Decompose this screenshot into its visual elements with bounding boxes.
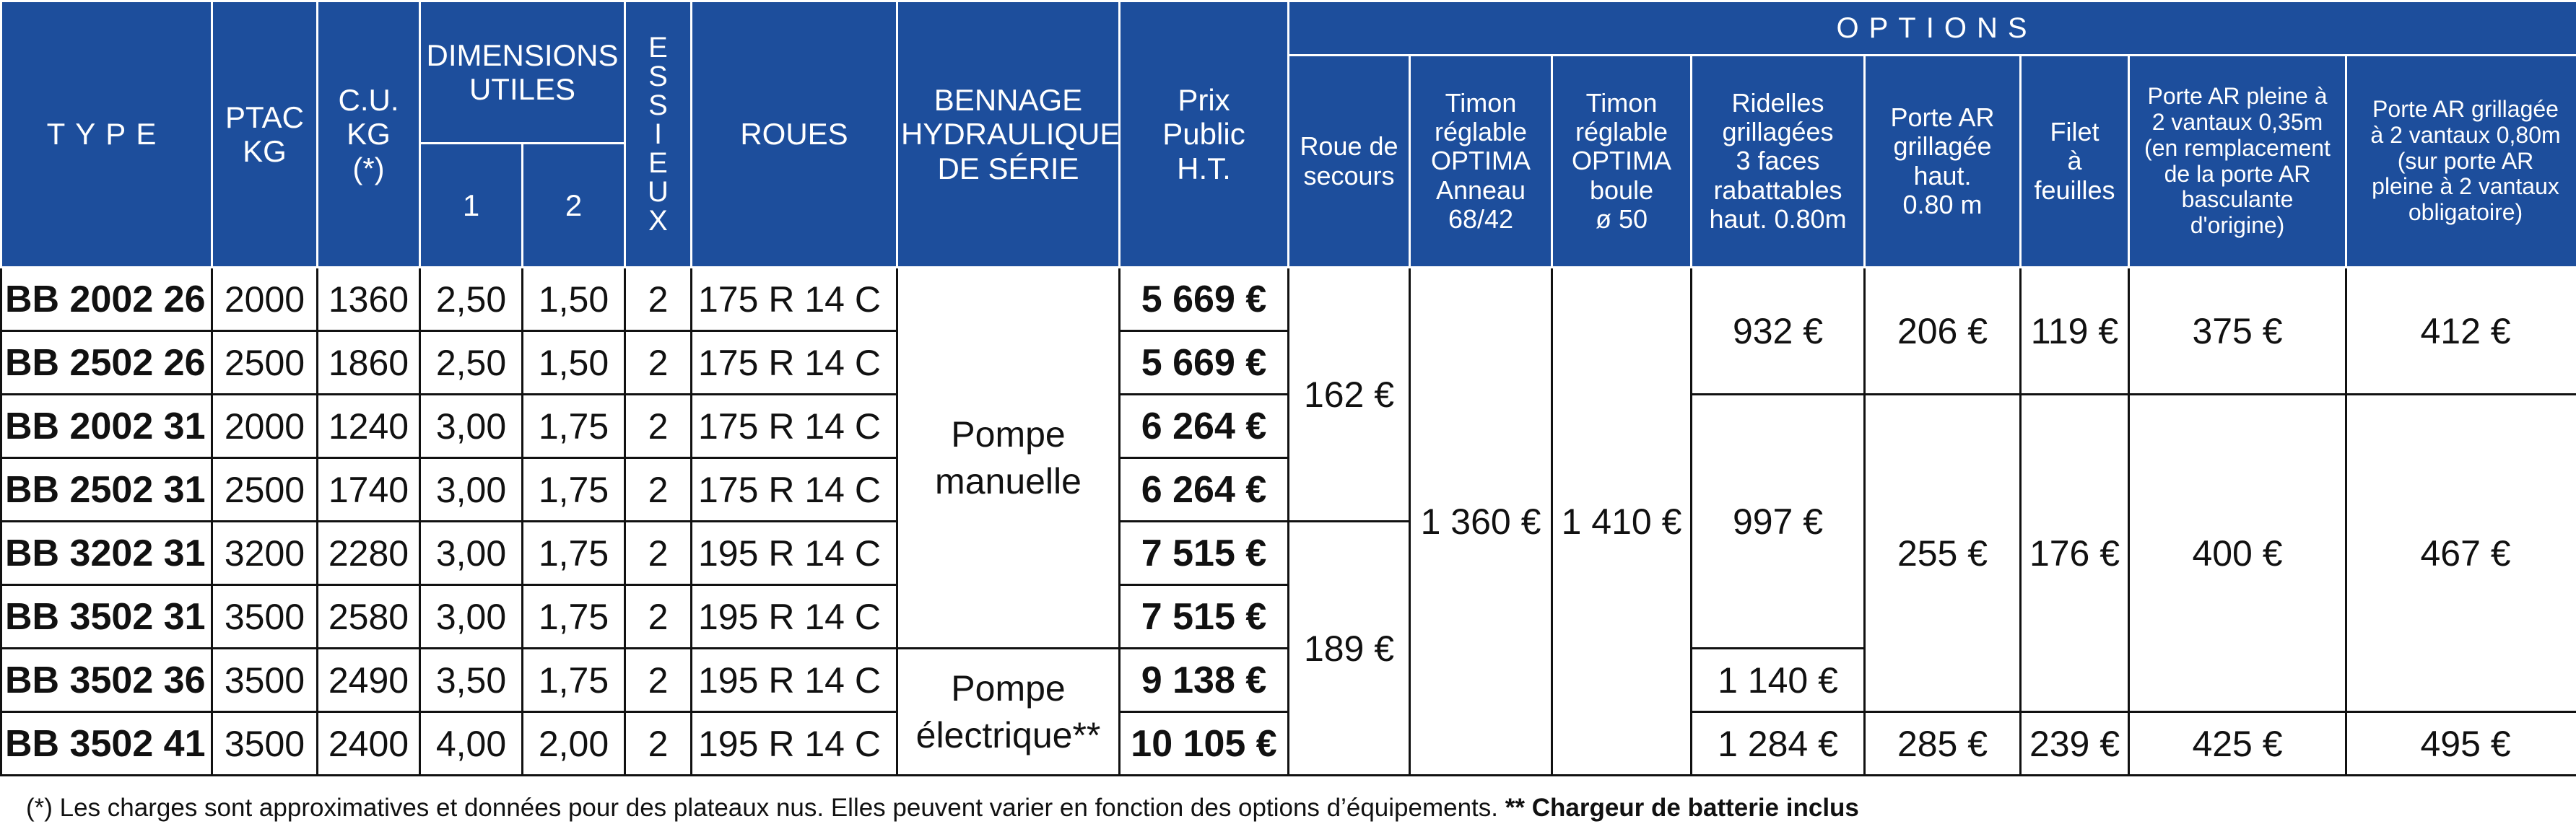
cell-type: BB 3202 31 <box>1 522 212 585</box>
cell-roue-secours: 162 € <box>1289 268 1410 522</box>
header-options: OPTIONS <box>1289 1 2576 56</box>
cell-dim-1: 2,50 <box>420 331 523 395</box>
cell-prix: 5 669 € <box>1120 331 1289 395</box>
cell-essieux: 2 <box>625 331 692 395</box>
header-roues: ROUES <box>692 1 897 268</box>
cell-cu: 1240 <box>318 395 420 458</box>
cell-prix: 7 515 € <box>1120 522 1289 585</box>
cell-dim-2: 1,50 <box>523 331 625 395</box>
cell-roues: 175 R 14 C <box>692 395 897 458</box>
cell-cu: 2490 <box>318 649 420 712</box>
cell-porte-grillagee-2v: 412 € <box>2346 268 2576 395</box>
cell-roues: 195 R 14 C <box>692 585 897 649</box>
cell-ridelles: 1 284 € <box>1692 712 1865 776</box>
cell-ptac: 3500 <box>212 712 318 776</box>
cell-type: BB 2502 31 <box>1 458 212 522</box>
cell-type: BB 3502 36 <box>1 649 212 712</box>
cell-dim-2: 1,75 <box>523 458 625 522</box>
cell-type: BB 3502 41 <box>1 712 212 776</box>
cell-dim-2: 1,75 <box>523 395 625 458</box>
cell-essieux: 2 <box>625 395 692 458</box>
cell-dim-1: 3,00 <box>420 395 523 458</box>
cell-porte-grillagee-2v: 495 € <box>2346 712 2576 776</box>
cell-prix: 9 138 € <box>1120 649 1289 712</box>
header-filet: Filet à feuilles <box>2021 56 2129 268</box>
cell-type: BB 3502 31 <box>1 585 212 649</box>
cell-roue-secours: 189 € <box>1289 522 1410 776</box>
cell-cu: 1360 <box>318 268 420 331</box>
header-timon-boule: Timon réglable OPTIMA boule ø 50 <box>1552 56 1692 268</box>
cell-pompe-manuelle: Pompe manuelle <box>897 268 1120 649</box>
cell-timon-boule: 1 410 € <box>1552 268 1692 776</box>
cell-ridelles: 932 € <box>1692 268 1865 395</box>
cell-dim-1: 3,00 <box>420 522 523 585</box>
cell-ptac: 2500 <box>212 331 318 395</box>
cell-dim-1: 3,00 <box>420 585 523 649</box>
cell-prix: 10 105 € <box>1120 712 1289 776</box>
cell-ptac: 3500 <box>212 585 318 649</box>
cell-type: BB 2502 26 <box>1 331 212 395</box>
cell-prix: 7 515 € <box>1120 585 1289 649</box>
header-ptac: PTAC KG <box>212 1 318 268</box>
cell-filet: 176 € <box>2021 395 2129 712</box>
cell-filet: 119 € <box>2021 268 2129 395</box>
cell-ptac: 2500 <box>212 458 318 522</box>
header-type: TYPE <box>1 1 212 268</box>
header-porte-ar-grillagee: Porte AR grillagée haut. 0.80 m <box>1865 56 2021 268</box>
cell-roues: 175 R 14 C <box>692 268 897 331</box>
header-dim-2: 2 <box>523 144 625 268</box>
header-porte-ar-grillagee-2-vantaux: Porte AR grillagée à 2 vantaux 0,80m (sur porte AR pleine à 2 vantaux obligatoire) <box>2346 56 2576 268</box>
cell-ptac: 3500 <box>212 649 318 712</box>
cell-dim-1: 2,50 <box>420 268 523 331</box>
cell-dim-1: 3,50 <box>420 649 523 712</box>
cell-cu: 1860 <box>318 331 420 395</box>
cell-type: BB 2002 26 <box>1 268 212 331</box>
cell-roues: 195 R 14 C <box>692 522 897 585</box>
cell-dim-2: 1,75 <box>523 522 625 585</box>
cell-porte-pleine: 400 € <box>2129 395 2346 712</box>
footnote-text: (*) Les charges sont approximatives et données pour des plateaux nus. Elles peuvent varier en fonction des options d’équipements. <box>26 794 1499 822</box>
cell-ptac: 2000 <box>212 268 318 331</box>
header-prix: Prix Public H.T. <box>1120 1 1289 268</box>
cell-essieux: 2 <box>625 522 692 585</box>
cell-porte-pleine: 375 € <box>2129 268 2346 395</box>
cell-roues: 175 R 14 C <box>692 331 897 395</box>
header-bennage: BENNAGE HYDRAULIQUE DE SÉRIE <box>897 1 1120 268</box>
cell-ridelles: 997 € <box>1692 395 1865 649</box>
header-essieux: E S S I E U X <box>625 1 692 268</box>
cell-prix: 6 264 € <box>1120 395 1289 458</box>
header-dim-1: 1 <box>420 144 523 268</box>
cell-cu: 2400 <box>318 712 420 776</box>
cell-prix: 5 669 € <box>1120 268 1289 331</box>
header-timon-anneau: Timon réglable OPTIMA Anneau 68/42 <box>1410 56 1552 268</box>
header-roue-secours: Roue de secours <box>1289 56 1410 268</box>
cell-pompe-electrique: Pompe électrique** <box>897 649 1120 776</box>
cell-ptac: 2000 <box>212 395 318 458</box>
cell-filet: 239 € <box>2021 712 2129 776</box>
cell-dim-1: 4,00 <box>420 712 523 776</box>
cell-prix: 6 264 € <box>1120 458 1289 522</box>
cell-ptac: 3200 <box>212 522 318 585</box>
cell-timon-anneau: 1 360 € <box>1410 268 1552 776</box>
cell-cu: 2580 <box>318 585 420 649</box>
cell-ridelles: 1 140 € <box>1692 649 1865 712</box>
cell-porte-pleine: 425 € <box>2129 712 2346 776</box>
cell-porte-grillagee: 285 € <box>1865 712 2021 776</box>
cell-dim-2: 1,75 <box>523 585 625 649</box>
cell-dim-2: 1,75 <box>523 649 625 712</box>
footnote <box>26 794 1859 823</box>
cell-essieux: 2 <box>625 268 692 331</box>
cell-essieux: 2 <box>625 712 692 776</box>
cell-porte-grillagee-2v: 467 € <box>2346 395 2576 712</box>
header-cu: C.U. KG (*) <box>318 1 420 268</box>
cell-type: BB 2002 31 <box>1 395 212 458</box>
header-porte-ar-pleine: Porte AR pleine à 2 vantaux 0,35m (en remplacement de la porte AR basculante d'origine) <box>2129 56 2346 268</box>
footnote-bold: ** Chargeur de batterie inclus <box>1505 794 1859 822</box>
cell-dim-2: 1,50 <box>523 268 625 331</box>
header-dimensions: DIMENSIONS UTILES <box>420 1 625 144</box>
cell-roues: 195 R 14 C <box>692 649 897 712</box>
cell-essieux: 2 <box>625 585 692 649</box>
cell-essieux: 2 <box>625 458 692 522</box>
cell-cu: 2280 <box>318 522 420 585</box>
cell-porte-grillagee: 206 € <box>1865 268 2021 395</box>
cell-cu: 1740 <box>318 458 420 522</box>
cell-roues: 175 R 14 C <box>692 458 897 522</box>
table-row <box>1 268 2576 331</box>
cell-porte-grillagee: 255 € <box>1865 395 2021 712</box>
cell-essieux: 2 <box>625 649 692 712</box>
cell-dim-1: 3,00 <box>420 458 523 522</box>
cell-dim-2: 2,00 <box>523 712 625 776</box>
header-ridelles: Ridelles grillagées 3 faces rabattables haut. 0.80m <box>1692 56 1865 268</box>
cell-roues: 195 R 14 C <box>692 712 897 776</box>
